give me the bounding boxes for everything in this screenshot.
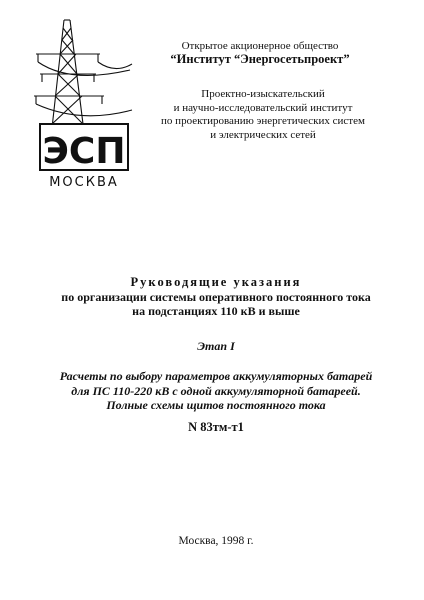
place-and-year: Москва, 1998 г. <box>178 535 254 547</box>
guide-heading <box>46 275 386 318</box>
logo-letters: ЭСП <box>42 131 126 172</box>
document-code: N 83тм-т1 <box>188 420 244 434</box>
institute-line: и электрических сетей <box>210 128 316 141</box>
logo-city: МОСКВА <box>49 175 119 190</box>
guide-subtitle-line: по организации системы оперативного постоянного тока <box>61 290 371 304</box>
organization-type: Открытое акционерное общество <box>181 40 339 52</box>
esp-logo <box>30 14 134 190</box>
institute-line: и научно-исследовательский институт <box>173 101 353 114</box>
guide-title: Руководящие указания <box>130 275 302 289</box>
institute-line: по проектированию энергетических систем <box>161 115 365 128</box>
document-description <box>46 369 386 413</box>
description-line: Расчеты по выбору параметров аккумуляторных батарей <box>59 369 373 383</box>
institute-description <box>130 88 396 142</box>
institute-line: Проектно-изыскательский <box>201 88 325 100</box>
guide-subtitle-line: на подстанциях 110 кВ и выше <box>132 304 300 318</box>
description-line: для ПС 110-220 кВ с одной аккумуляторной батареей. <box>71 383 361 398</box>
stage-label: Этап I <box>197 339 235 353</box>
description-line: Полные схемы щитов постоянного тока <box>106 398 326 412</box>
organization-name: “Институт “Энергосетьпроект” <box>170 52 350 66</box>
